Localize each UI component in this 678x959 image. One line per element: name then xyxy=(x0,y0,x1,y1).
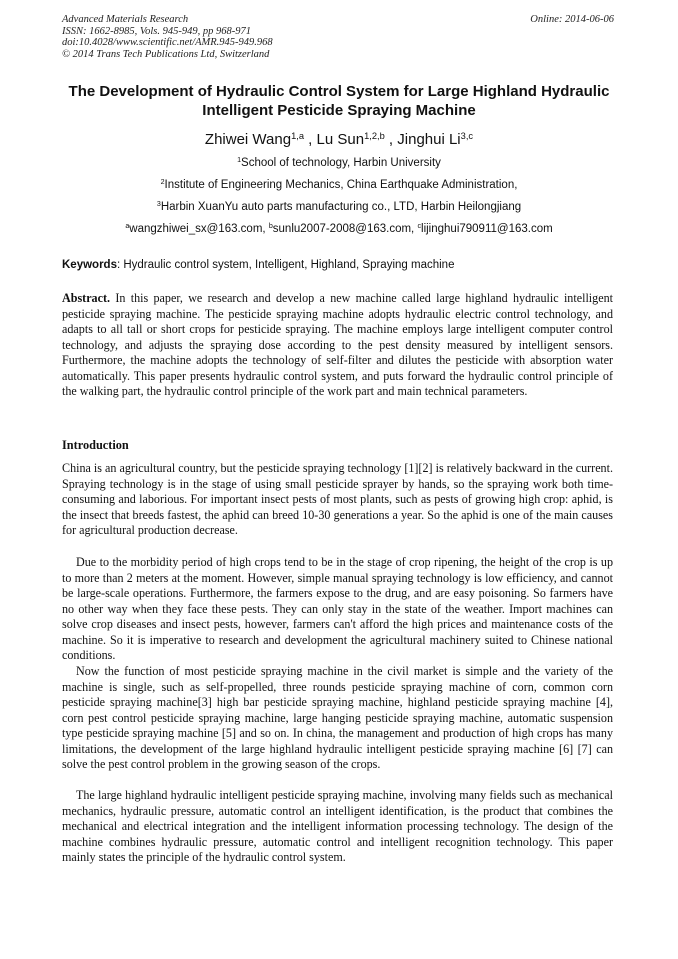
running-header-left xyxy=(62,14,273,60)
email-sup: b xyxy=(268,222,273,231)
abstract-paragraph xyxy=(62,291,613,400)
doi-line: doi:10.4028/www.scientific.net/AMR.945-949.968 xyxy=(62,37,273,49)
introduction-heading: Introduction xyxy=(62,438,129,452)
journal-name: Advanced Materials Research xyxy=(62,14,189,25)
online-date: Online: 2014-06-06 xyxy=(530,14,614,25)
keywords-text: : Hydraulic control system, Intelligent, Highland, Spraying machine xyxy=(116,259,455,271)
author-separator: , xyxy=(304,131,317,148)
keywords-label: Keywords xyxy=(62,259,117,271)
affil-text: School of technology, Harbin University xyxy=(241,157,441,169)
issn-line: ISSN: 1662-8985, Vols. 945-949, pp 968-971 xyxy=(62,25,251,37)
email-sup: c xyxy=(417,222,422,231)
affil-text: Harbin XuanYu auto parts manufacturing co., LTD, Harbin Heilongjiang xyxy=(160,201,522,213)
intro-paragraph: China is an agricultural country, but the pesticide spraying technology [1][2] is relatively backward in the current. Spraying technology is in the stage of using small pesticide sprayer by hands, so the spraying work both time-consuming and laborious. For important insect pests of most plants, such as pests of growing high crop: aphid, is the insect that breeds fastest, the aphid can breed 10-30 generations a year. So the aphid is one of the main causes for agricultural production decrease. xyxy=(62,461,613,538)
email-address: lijinghui790911@163.com xyxy=(421,223,553,235)
affiliation-2 xyxy=(40,178,638,192)
intro-paragraph: The large highland hydraulic intelligent pesticide spraying machine, involving many fields such as mechanical mechanics, hydraulic pressure, automatic control an intelligent identification, is the product that combines the mechanical and electrical integration and the intelligent information processing technology. The design of the machine combines hydraulic pressure, automatic control and intelligent recognition technology. This paper mainly states the principle of the hydraulic control system. xyxy=(62,788,613,865)
email-address: sunlu2007-2008@163.com, xyxy=(272,223,418,235)
author-name: Lu Sun xyxy=(316,131,365,148)
copyright-line: © 2014 Trans Tech Publications Ltd, Switzerland xyxy=(62,48,270,60)
affil-sup: 2 xyxy=(160,178,165,187)
affiliation-1 xyxy=(40,156,638,170)
email-address: wangzhiwei_sx@163.com, xyxy=(129,223,269,235)
affil-text: Institute of Engineering Mechanics, China Earthquake Administration, xyxy=(164,179,518,191)
intro-paragraph: Due to the morbidity period of high crops tend to be in the stage of crop ripening, the height of the crop is up to more than 2 meters at the moment. However, simple manual spraying technology is low efficiency, and cannot be large-scale operations. Furthermore, the farmers expose to the drug, and are easy poisoning. So farmers have no other way when they face these pests. They can only stay in the state of the weather. Import machines can solve crop diseases and insect pests, however, farmers can't afford the high prices and maintenance costs of the machine. So it is imperative to research and development the agricultural machinery suited to Chinese national conditions. xyxy=(62,555,613,663)
author-affil-sup: 1,2,b xyxy=(364,130,385,141)
abstract-text: In this paper, we research and develop a new machine called large highland hydraulic intelligent pesticide spraying machine. The pesticide spraying machine adopts hydraulic electric control technology, and adapts to all tall or short crops for pesticide spraying. The machine employs large intelligent computer control technology, and adjusts the spraying dose according to the pest density measured by intelligent sensors. Furthermore, the machine adopts the technology of self-filter and dilutes the pesticide with absorption water automatically. This paper presents hydraulic control system, and puts forward the hydraulic control principle of the walking part, the hydraulic control principle of the work part and main technical parameters. xyxy=(62,291,613,399)
author-affil-sup: 1,a xyxy=(291,130,304,141)
intro-paragraph: Now the function of most pesticide spraying machine in the civil market is simple and the variety of the machine is single, such as self-propelled, three rounds pesticide spraying machine of corn, common corn pesticide spraying machine[3] high bar pesticide spraying machine, highland pesticide spraying machine [4], corn pest control pesticide spraying machine, large hanging pesticide spraying machine, automatic suspension type pesticide spraying machine [5] and so on. In china, the management and production of high crops has many limitations, the development of the large highland hydraulic intelligent pesticide spraying machine [6] [7] can solve the pest control problem in the growing season of the crops. xyxy=(62,664,613,772)
affil-sup: 3 xyxy=(156,200,161,209)
author-separator: , xyxy=(384,131,398,148)
author-list xyxy=(40,131,638,149)
affil-sup: 1 xyxy=(237,156,242,165)
author-name: Jinghui Li xyxy=(397,131,461,148)
email-line xyxy=(40,222,638,236)
keywords-line xyxy=(62,258,618,272)
paper-title: The Development of Hydraulic Control System for Large Highland Hydraulic Intelligent Pesticide Spraying Machine xyxy=(68,83,610,119)
abstract-label: Abstract. xyxy=(62,291,111,305)
email-sup: a xyxy=(125,222,130,231)
affiliation-3 xyxy=(40,200,638,214)
author-name: Zhiwei Wang xyxy=(204,131,292,148)
author-affil-sup: 3,c xyxy=(460,130,474,141)
